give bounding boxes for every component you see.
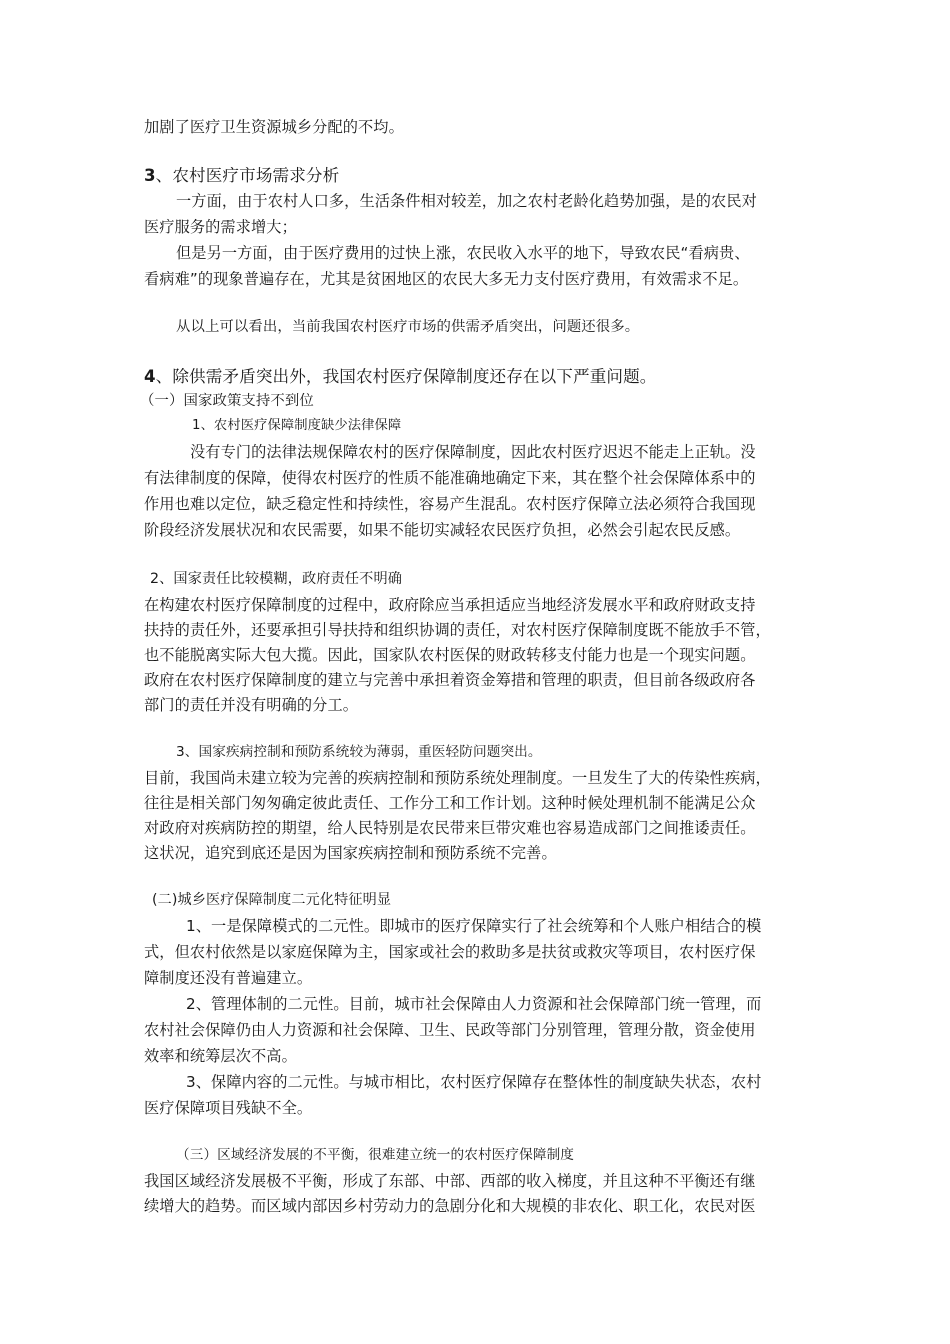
paragraph-line: 障制度还没有普遍建立。: [144, 969, 313, 987]
paragraph-line: 3、保障内容的二元性。与城市相比，农村医疗保障存在整体性的制度缺失状态，农村: [186, 1073, 762, 1091]
paragraph-line: 式，但农村依然是以家庭保障为主，国家或社会的救助多是扶贫或救灾等项目，农村医疗保: [144, 943, 756, 961]
section-2-title: (二)城乡医疗保障制度二元化特征明显: [152, 892, 392, 908]
paragraph-line: 这状况，追究到底还是因为国家疾病控制和预防系统不完善。: [144, 844, 557, 862]
paragraph-line: 一方面，由于农村人口多，生活条件相对较差，加之农村老龄化趋势加强，是的农民对: [176, 192, 757, 210]
paragraph-line: 续增大的趋势。而区域内部因乡村劳动力的急剧分化和大规模的非农化、职工化，农民对医: [144, 1197, 756, 1215]
paragraph-line: 作用也难以定位，缺乏稳定性和持续性，容易产生混乱。农村医疗保障立法必须符合我国现: [144, 495, 756, 513]
heading-3-number: 3: [144, 166, 156, 185]
paragraph-line: 政府在农村医疗保障制度的建立与完善中承担着资金筹措和管理的职责，但目前各级政府各: [144, 671, 756, 689]
paragraph-line: 2、管理体制的二元性。目前，城市社会保障由人力资源和社会保障部门统一管理，而: [186, 995, 762, 1013]
paragraph-line: 往往是相关部门匆匆确定彼此责任、工作分工和工作计划。这种时候处理机制不能满足公众: [144, 794, 756, 812]
heading-4-number: 4: [144, 367, 156, 386]
paragraph-intro: 加剧了医疗卫生资源城乡分配的不均。: [144, 118, 404, 136]
paragraph-line: 看病难”的现象普遍存在，尤其是贫困地区的农民大多无力支付医疗费用，有效需求不足。: [144, 270, 749, 288]
paragraph-line: 医疗服务的需求增大；: [144, 218, 297, 236]
section-1-1-title: 1、农村医疗保障制度缺少法律保障: [192, 418, 402, 433]
paragraph-line: 也不能脱离实际大包大揽。因此，国家队农村医保的财政转移支付能力也是一个现实问题。: [144, 646, 756, 664]
paragraph-line: 目前，我国尚未建立较为完善的疾病控制和预防系统处理制度。一旦发生了大的传染性疾病，: [144, 769, 771, 787]
paragraph-line: 部门的责任并没有明确的分工。: [144, 696, 359, 714]
paragraph-line: 医疗保障项目残缺不全。: [144, 1099, 313, 1117]
paragraph-line: 但是另一方面，由于医疗费用的过快上涨，农民收入水平的地下，导致农民“看病贵、: [176, 244, 750, 262]
paragraph-conclusion: 从以上可以看出，当前我国农村医疗市场的供需矛盾突出，问题还很多。: [176, 319, 640, 335]
heading-4: [144, 363, 808, 391]
section-1-3-title: 3、国家疾病控制和预防系统较为薄弱，重医轻防问题突出。: [176, 744, 542, 760]
heading-3-text: 、农村医疗市场需求分析: [155, 166, 340, 185]
section-3-title: （三）区域经济发展的不平衡，很难建立统一的农村医疗保障制度: [176, 1147, 575, 1163]
paragraph-line: 对政府对疾病防控的期望，给人民特别是农民带来巨带灾难也容易造成部门之间推诿责任。: [144, 819, 756, 837]
paragraph-line: 扶持的责任外，还要承担引导扶持和组织协调的责任，对农村医疗保障制度既不能放手不管，: [144, 621, 771, 639]
heading-4-text: 、除供需矛盾突出外，我国农村医疗保障制度还存在以下严重问题。: [155, 367, 657, 386]
heading-3: [144, 162, 808, 190]
paragraph-line: 1、一是保障模式的二元性。即城市的医疗保障实行了社会统筹和个人账户相结合的模: [186, 917, 762, 935]
paragraph-line: 阶段经济发展状况和农民需要，如果不能切实减轻农民医疗负担，必然会引起农民反感。: [144, 521, 741, 539]
paragraph-line: 没有专门的法律法规保障农村的医疗保障制度，因此农村医疗迟迟不能走上正轨。没: [190, 443, 756, 461]
paragraph-line: 农村社会保障仍由人力资源和社会保障、卫生、民政等部门分别管理，管理分散，资金使用: [144, 1021, 756, 1039]
section-1-title: （一）国家政策支持不到位: [140, 393, 314, 409]
paragraph-line: 在构建农村医疗保障制度的过程中，政府除应当承担适应当地经济发展水平和政府财政支持: [144, 596, 756, 614]
section-1-2-title: 2、国家责任比较模糊，政府责任不明确: [150, 571, 403, 587]
paragraph-line: 效率和统筹层次不高。: [144, 1047, 297, 1065]
paragraph-line: 有法律制度的保障，使得农村医疗的性质不能准确地确定下来，其在整个社会保障体系中的: [144, 469, 756, 487]
paragraph-line: 我国区域经济发展极不平衡，形成了东部、中部、西部的收入梯度，并且这种不平衡还有继: [144, 1172, 756, 1190]
